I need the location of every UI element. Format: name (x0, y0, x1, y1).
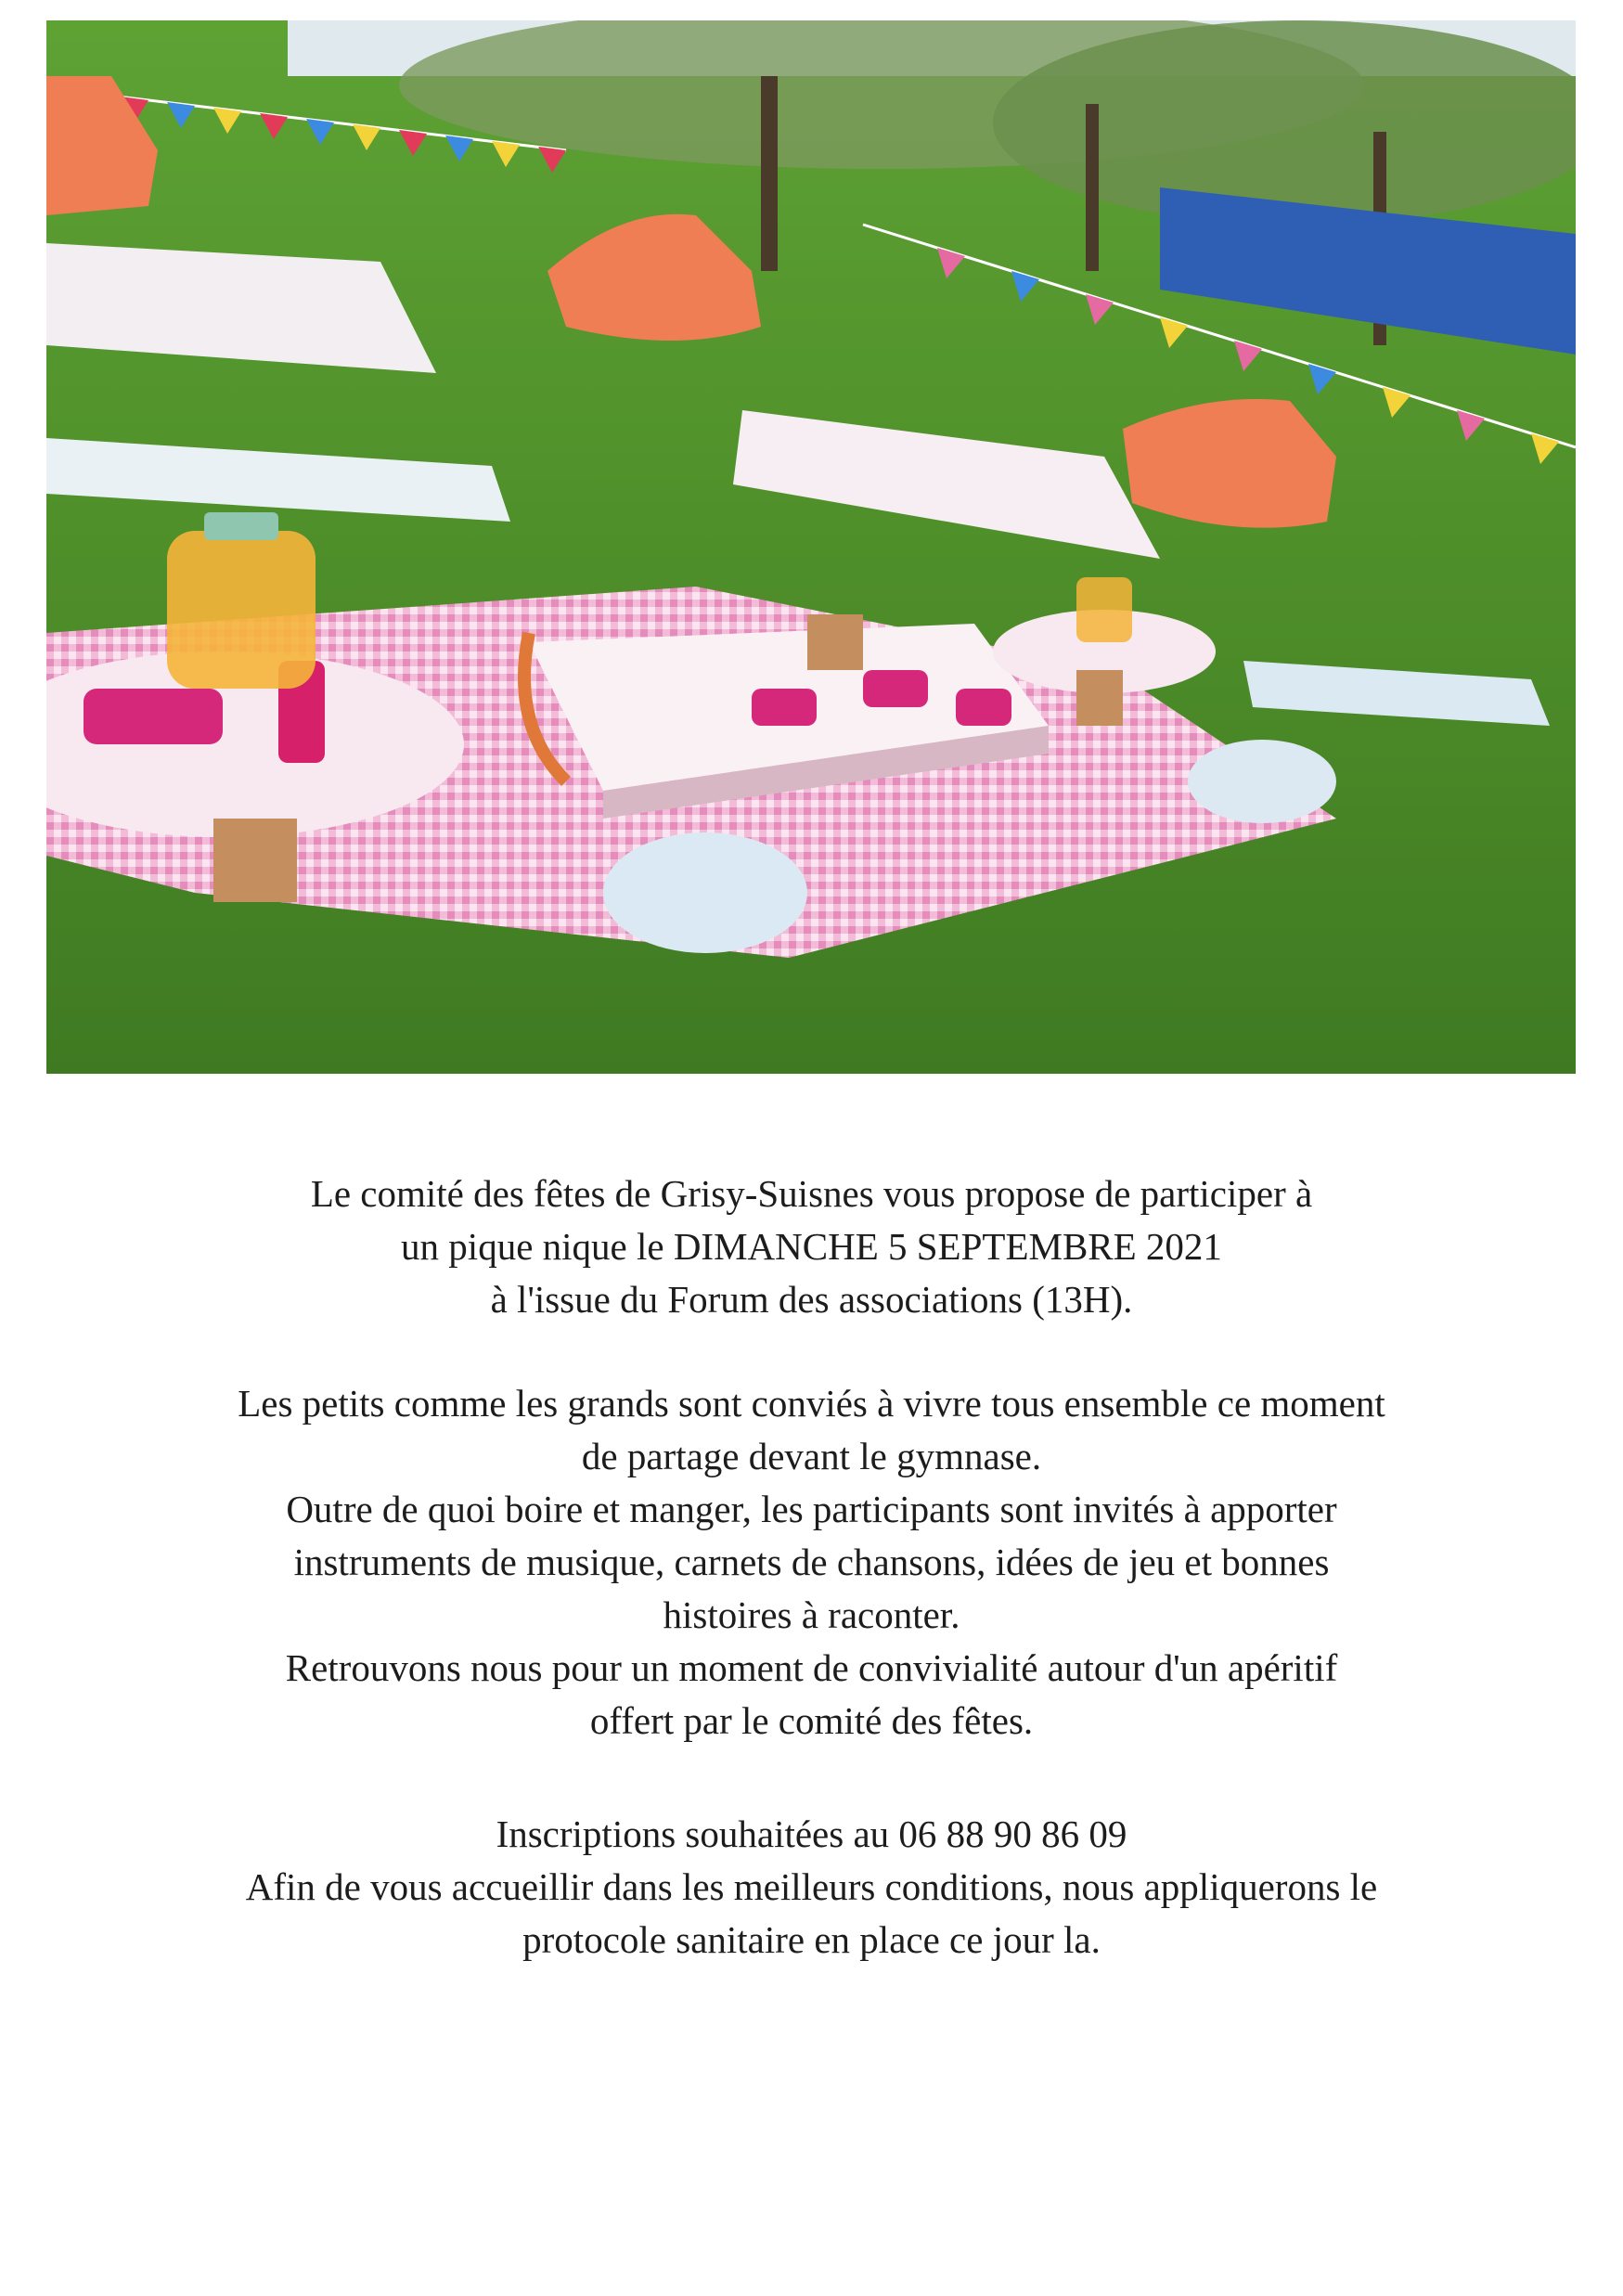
invitation-contact (37, 1808, 1586, 1967)
bowl-3 (956, 689, 1011, 726)
water-bottles (603, 832, 807, 953)
tree-trunk (761, 76, 778, 271)
picnic-illustration (46, 20, 1576, 1074)
picnic-photo (46, 20, 1576, 1074)
intro-line-1: Le comité des fêtes de Grisy-Suisnes vous propose de participer à (310, 1172, 1313, 1215)
basket (807, 614, 863, 670)
details-line-5: histoires à raconter. (663, 1593, 960, 1636)
details-line-4: instruments de musique, carnets de chansons, idées de jeu et bonnes (293, 1541, 1330, 1583)
cushion-right (1123, 399, 1336, 528)
contact-line-2: Afin de vous accueillir dans les meilleurs conditions, nous appliquerons le (245, 1865, 1378, 1908)
details-line-6: Retrouvons nous pour un moment de convivialité autour d'un apéritif (285, 1646, 1338, 1689)
jar-right (1076, 577, 1132, 642)
details-line-7: offert par le comité des fêtes. (589, 1699, 1034, 1742)
table-left-leg (213, 819, 297, 902)
invitation-intro (37, 1167, 1586, 1326)
bowl-2 (863, 670, 928, 707)
details-line-2: de partage devant le gymnase. (581, 1435, 1042, 1477)
jar-lid (204, 512, 278, 540)
intro-line-3: à l'issue du Forum des associations (13H). (490, 1278, 1133, 1321)
contact-line-3: protocole sanitaire en place ce jour la. (522, 1918, 1101, 1961)
bowl-1 (752, 689, 817, 726)
tray-left (84, 689, 223, 744)
table-right-leg (1076, 670, 1123, 726)
details-line-3: Outre de quoi boire et manger, les participants sont invités à apporter (286, 1488, 1337, 1530)
details-line-1: Les petits comme les grands sont conviés à vivre tous ensemble ce moment (238, 1382, 1385, 1425)
tree-trunk-2 (1086, 104, 1099, 271)
contact-line-1: Inscriptions souhaitées au 06 88 90 86 09 (496, 1812, 1127, 1855)
intro-line-2: un pique nique le DIMANCHE 5 SEPTEMBRE 2021 (401, 1225, 1222, 1268)
lemonade-jar (167, 531, 316, 689)
invitation-details (37, 1377, 1586, 1748)
water-bottles-right (1188, 740, 1336, 823)
